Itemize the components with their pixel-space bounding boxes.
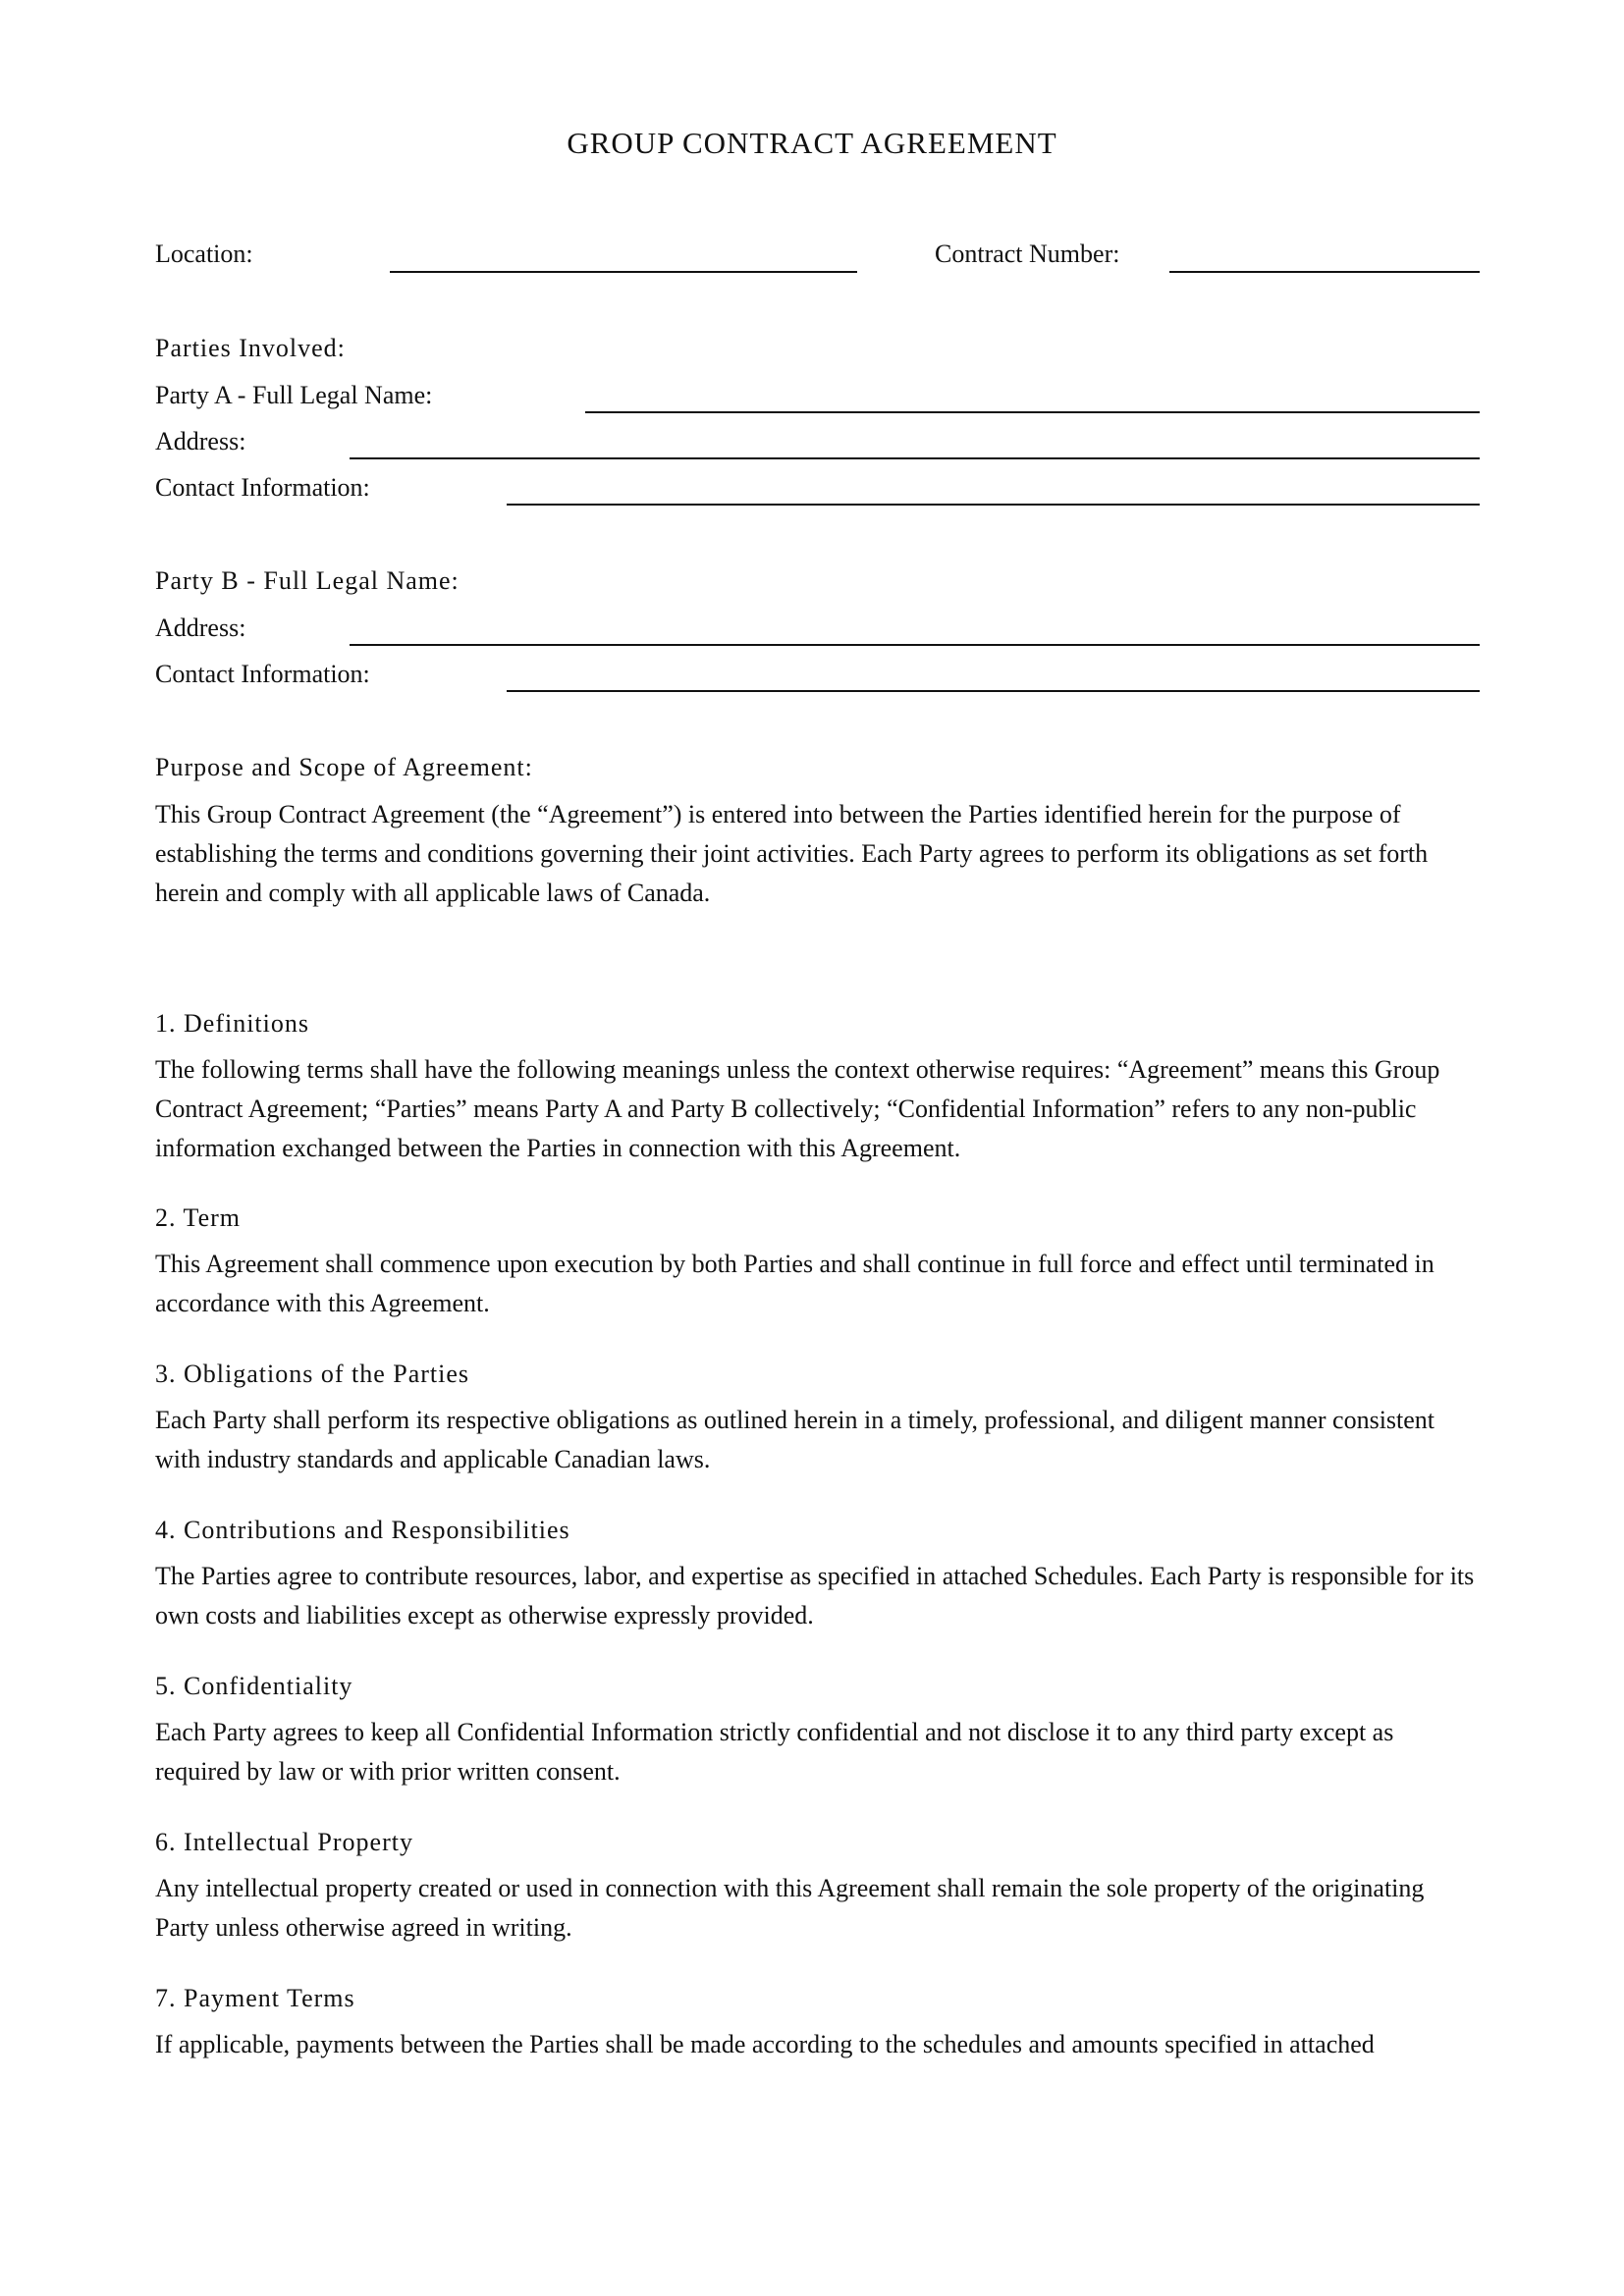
- contract-number-field[interactable]: [1169, 271, 1480, 273]
- location-field[interactable]: [390, 271, 857, 273]
- party-a-contact-field[interactable]: [507, 504, 1480, 506]
- purpose-heading: Purpose and Scope of Agreement:: [155, 753, 533, 781]
- document-title: GROUP CONTRACT AGREEMENT: [567, 126, 1057, 160]
- party-b-address-label: Address:: [155, 614, 246, 642]
- location-label: Location:: [155, 240, 253, 268]
- party-b-contact-field[interactable]: [507, 690, 1480, 692]
- section-heading: 3. Obligations of the Parties: [155, 1360, 470, 1388]
- purpose-body: This Group Contract Agreement (the “Agreement”) is entered into between the Parties identified herein for the purpose of establishing the terms and conditions governing their joint activities. Each Party agrees to perform its obligations as set forth herein and comply with all applicable laws of Canada.: [155, 800, 1429, 907]
- section-body: This Agreement shall commence upon execution by both Parties and shall continue in full force and effect until terminated in accordance with this Agreement.: [155, 1250, 1435, 1317]
- section-body: Each Party shall perform its respective obligations as outlined herein in a timely, professional, and diligent manner consistent with industry standards and applicable Canadian laws.: [155, 1406, 1435, 1473]
- section-heading: 7. Payment Terms: [155, 1984, 355, 2012]
- section-heading: 1. Definitions: [155, 1009, 309, 1038]
- party-a-name-label: Party A - Full Legal Name:: [155, 381, 433, 409]
- contract-number-label: Contract Number:: [935, 240, 1120, 268]
- party-a-name-field[interactable]: [585, 411, 1480, 413]
- section-body: Any intellectual property created or used in connection with this Agreement shall remain the sole property of the originating Party unless otherwise agreed in writing.: [155, 1874, 1425, 1942]
- party-b-contact-label: Contact Information:: [155, 660, 370, 688]
- party-a-address-field[interactable]: [350, 457, 1480, 459]
- section-body: Each Party agrees to keep all Confidential Information strictly confidential and not disclose it to any third party except as required by law or with prior written consent.: [155, 1718, 1394, 1786]
- section-body: If applicable, payments between the Parties shall be made according to the schedules and amounts specified in attached: [155, 2030, 1375, 2058]
- section-heading: 2. Term: [155, 1203, 242, 1232]
- section-heading: 6. Intellectual Property: [155, 1828, 413, 1856]
- party-a-contact-label: Contact Information:: [155, 473, 370, 502]
- section-heading: 4. Contributions and Responsibilities: [155, 1516, 570, 1544]
- section-body: The following terms shall have the following meanings unless the context otherwise requires: “Agreement” means this Group Contract Agreement; “Parties” means Party A and Party B collectively; “Confidential Information” refers to any non-public information exchanged between the Parties in connection with this Agreement.: [155, 1055, 1440, 1162]
- parties-heading: Parties Involved:: [155, 334, 346, 362]
- party-b-name-label: Party B - Full Legal Name:: [155, 566, 460, 595]
- party-b-address-field[interactable]: [350, 644, 1480, 646]
- party-a-address-label: Address:: [155, 427, 246, 455]
- section-heading: 5. Confidentiality: [155, 1672, 353, 1700]
- section-body: The Parties agree to contribute resources, labor, and expertise as specified in attached Schedules. Each Party is responsible for its own costs and liabilities except as otherwise expressly provided.: [155, 1562, 1475, 1629]
